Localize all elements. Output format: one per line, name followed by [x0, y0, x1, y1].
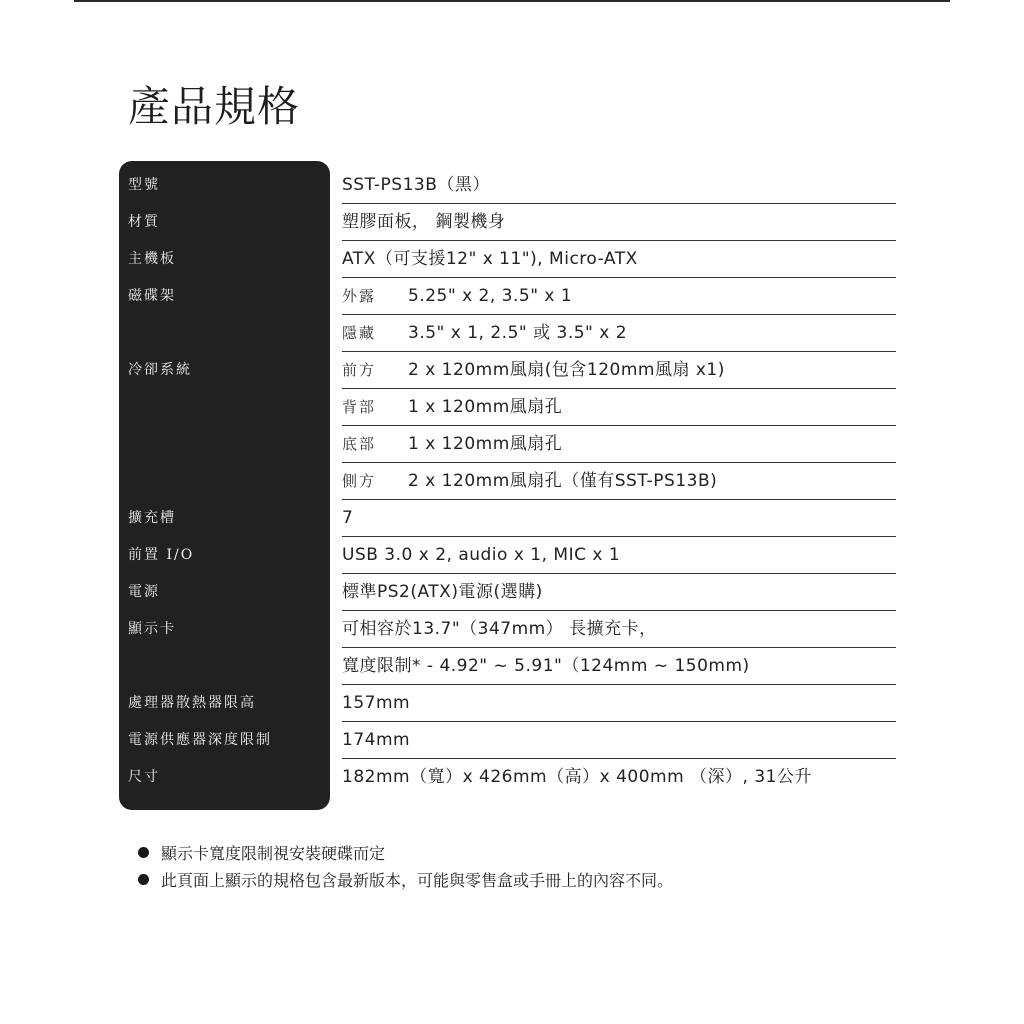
bullet-icon	[138, 874, 149, 885]
spec-cell	[342, 278, 896, 315]
spec-value: USB 3.0 x 2, audio x 1, MIC x 1	[342, 545, 621, 565]
footnote-item	[138, 867, 673, 894]
spec-cell	[342, 315, 896, 352]
spec-value: 157mm	[342, 693, 411, 713]
spec-label: 主機板	[128, 251, 176, 267]
spec-cell	[342, 389, 896, 426]
spec-sublabel: 背部	[342, 398, 377, 416]
spec-label: 電源供應器深度限制	[128, 732, 272, 748]
spec-label: 擴充槽	[128, 510, 176, 526]
spec-label: 電源	[128, 584, 160, 600]
spec-sublabel: 底部	[342, 435, 377, 453]
spec-label: 尺寸	[128, 769, 160, 785]
spec-value: 1 x 120mm風扇孔	[408, 397, 563, 417]
spec-cell	[342, 500, 896, 537]
spec-value: 7	[342, 508, 354, 528]
spec-sublabel: 前方	[342, 361, 377, 379]
spec-label: 材質	[128, 214, 160, 230]
spec-value: 1 x 120mm風扇孔	[408, 434, 563, 454]
spec-value: 可相容於13.7"（347mm） 長擴充卡，	[342, 619, 657, 639]
spec-value: 寬度限制* - 4.92" ~ 5.91"（124mm ~ 150mm)	[342, 656, 750, 676]
spec-sublabel: 側方	[342, 472, 377, 490]
spec-label: 處理器散熱器限高	[128, 695, 256, 711]
spec-cell	[342, 611, 896, 648]
top-divider	[74, 0, 950, 2]
page-title: 產品規格	[128, 82, 301, 131]
spec-label: 冷卻系統	[128, 362, 192, 378]
spec-label: 型號	[128, 177, 160, 193]
spec-value: 5.25" x 2, 3.5" x 1	[408, 286, 573, 306]
spec-sublabel: 外露	[342, 287, 377, 305]
spec-cell	[342, 463, 896, 500]
spec-value: 3.5" x 1, 2.5" 或 3.5" x 2	[408, 323, 628, 343]
spec-cell	[342, 426, 896, 463]
spec-label: 磁碟架	[128, 288, 176, 304]
spec-value: 2 x 120mm風扇(包含120mm風扇 x1)	[408, 360, 725, 380]
spec-cell	[342, 648, 896, 685]
spec-cell	[342, 204, 896, 241]
footnote-item	[138, 840, 673, 867]
spec-cell	[342, 167, 896, 204]
spec-cell	[342, 537, 896, 574]
spec-label: 前置 I/O	[128, 547, 195, 563]
spec-cell	[342, 352, 896, 389]
bullet-icon	[138, 847, 149, 858]
spec-cell	[342, 722, 896, 759]
spec-cell	[342, 685, 896, 722]
spec-value: 標準PS2(ATX)電源(選購)	[342, 582, 543, 602]
spec-cell	[342, 241, 896, 278]
spec-value: 182mm（寬）x 426mm（高）x 400mm （深）, 31公升	[342, 767, 812, 787]
spec-sublabel: 隱藏	[342, 324, 377, 342]
footnotes	[138, 840, 673, 894]
spec-value: SST-PS13B（黑）	[342, 175, 490, 195]
footnote-text: 此頁面上顯示的規格包含最新版本，可能與零售盒或手冊上的內容不同。	[161, 871, 674, 890]
spec-value: ATX（可支援12" x 11"), Micro-ATX	[342, 249, 638, 269]
spec-value: 174mm	[342, 730, 411, 750]
spec-value: 2 x 120mm風扇孔（僅有SST-PS13B)	[408, 471, 718, 491]
spec-label: 顯示卡	[128, 621, 176, 637]
spec-cell	[342, 574, 896, 611]
spec-value: 塑膠面板， 鋼製機身	[342, 212, 506, 232]
spec-cell	[342, 759, 896, 796]
footnote-text: 顯示卡寬度限制視安裝硬碟而定	[161, 844, 386, 863]
